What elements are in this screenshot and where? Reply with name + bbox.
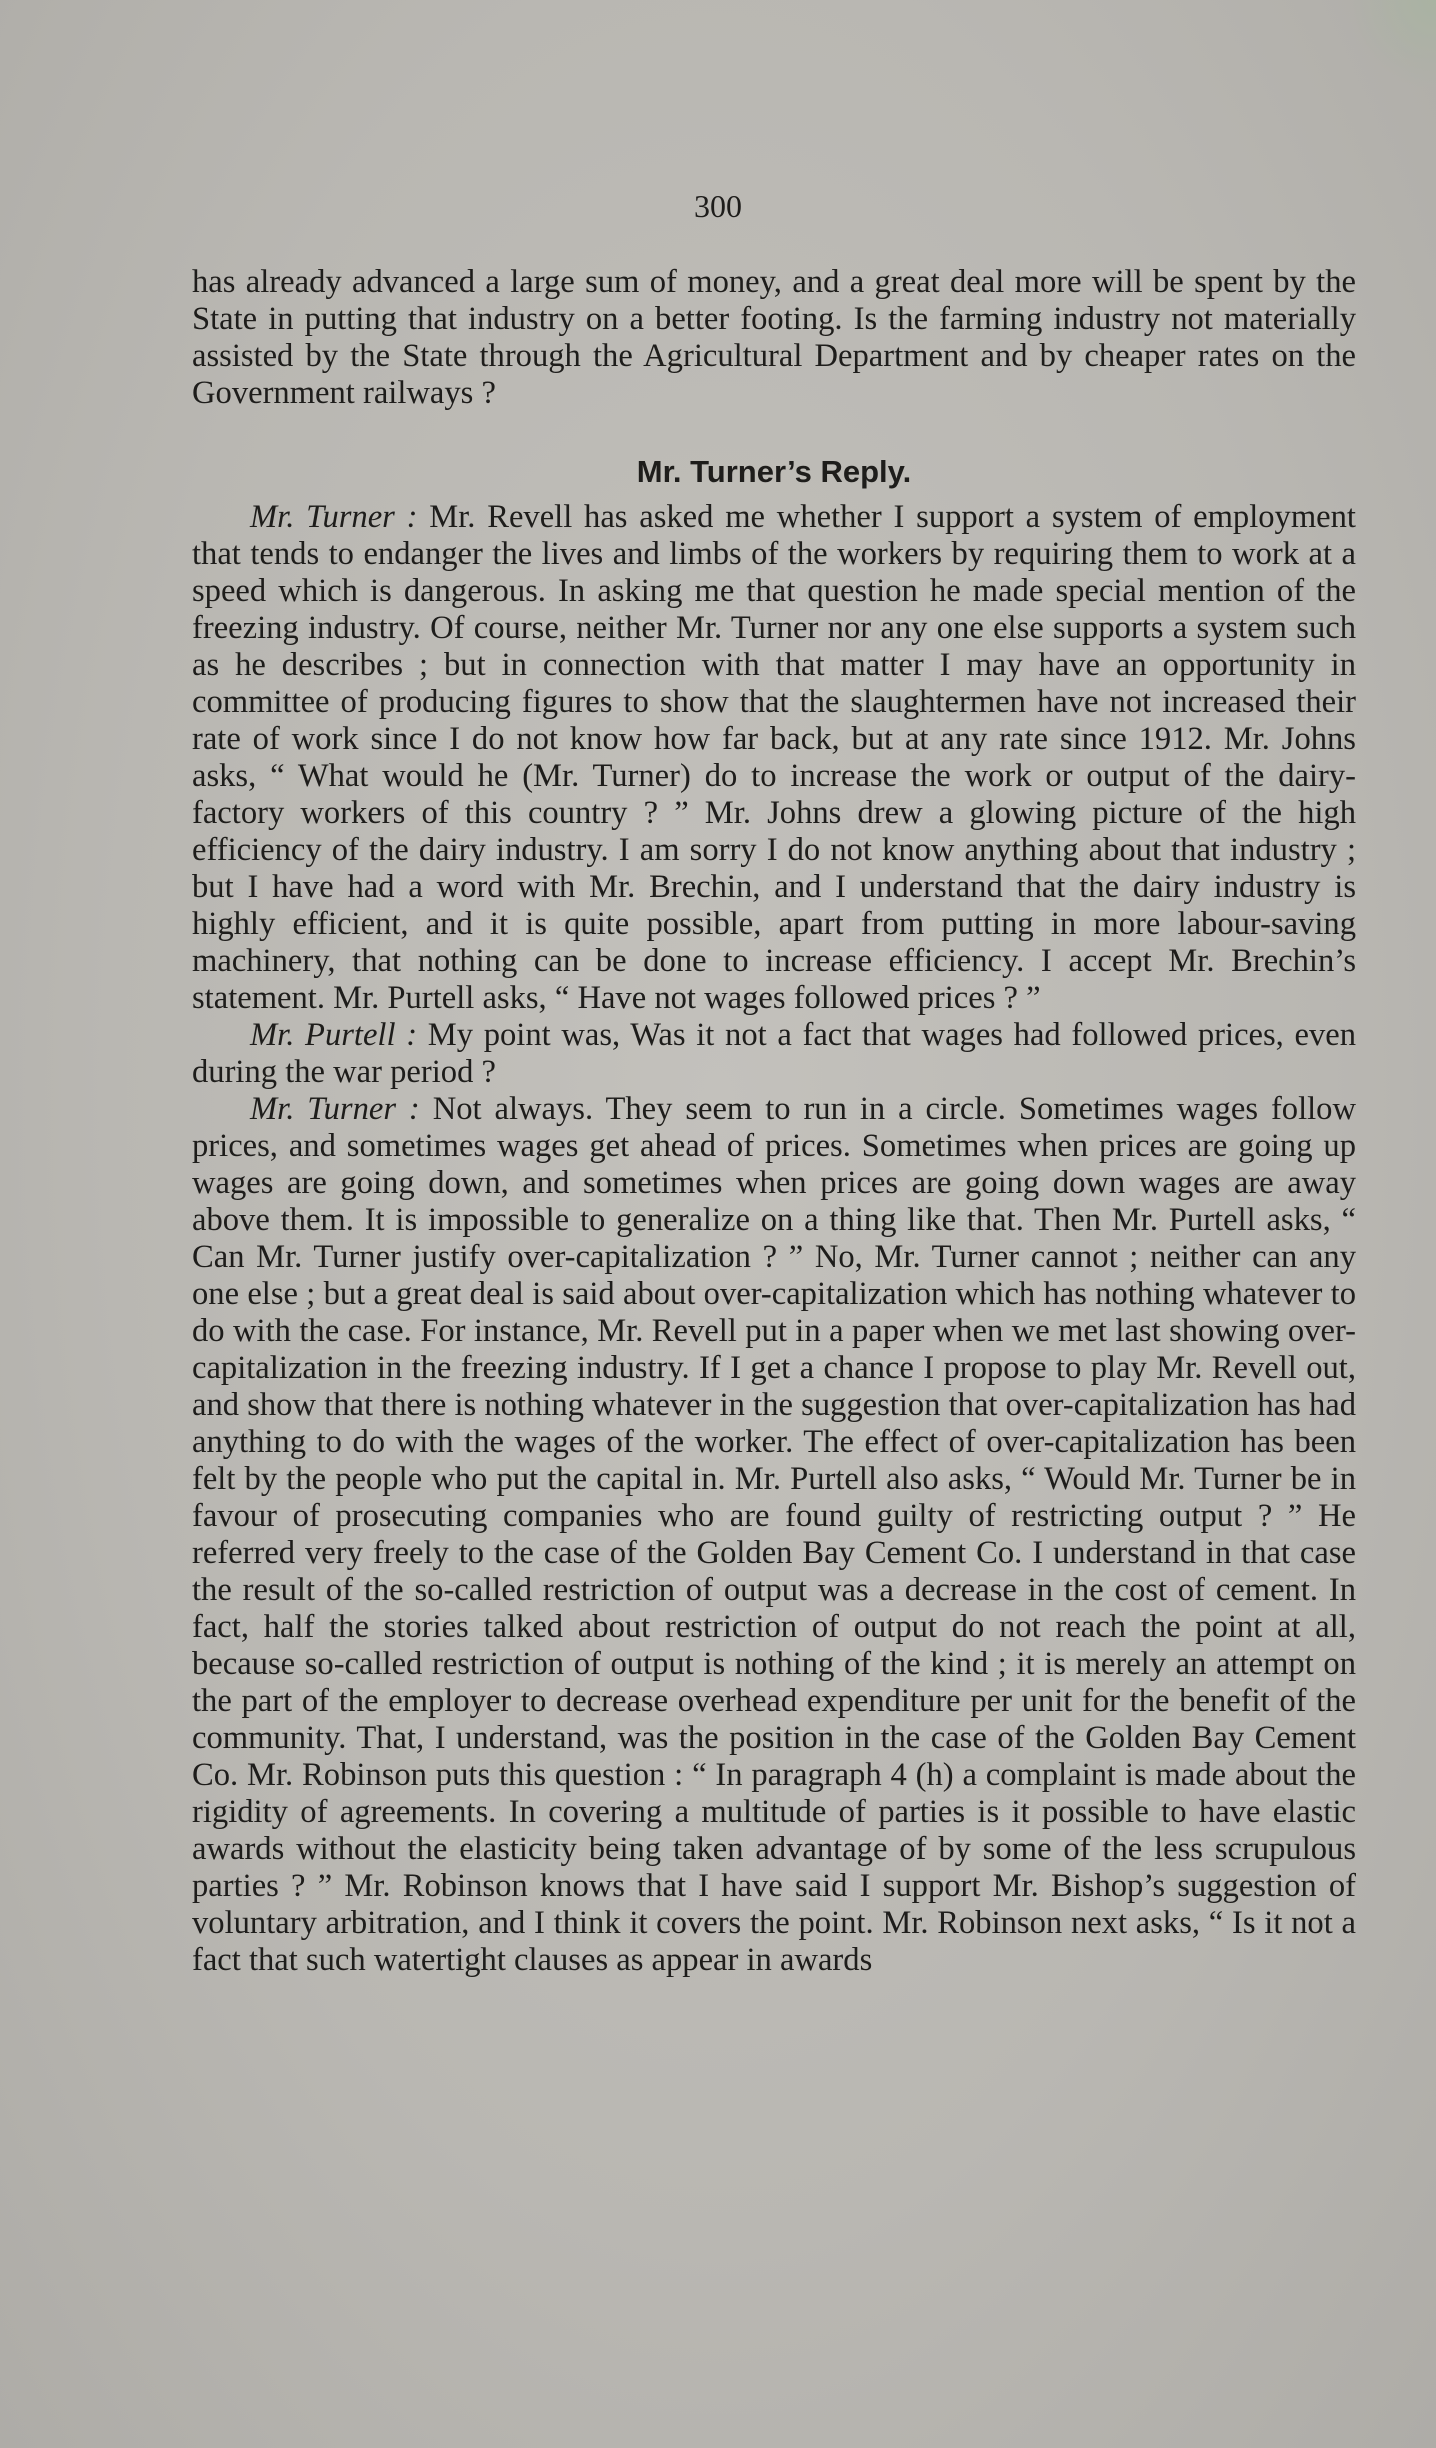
dialogue-paragraph [192, 499, 1356, 1017]
speaker-name: Mr. Turner : [250, 499, 418, 535]
section-heading: Mr. Turner’s Reply. [636, 454, 912, 489]
speech-text: Not always. They seem to run in a circle. Sometimes wages follow prices, and sometimes wages get ahead of prices. Sometimes when prices are going up wages are going down, and sometimes when prices are going down wages are away above them. It is impossible to generalize on a thing like that. Then Mr. Purtell asks, “ Can Mr. Turner justify over-capitalization ? ” No, Mr. Turner cannot ; neither can any one else ; but a great deal is said about over-capitalization which has nothing whatever to do with the case. For instance, Mr. Revell put in a paper when we met last showing over-capitalization in the freezing industry. If I get a chance I propose to play Mr. Revell out, and show that there is nothing whatever in the suggestion that over-capitalization has had anything to do with the wages of the worker. The effect of over-capitalization has been felt by the people who put the capital in. Mr. Purtell also asks, “ Would Mr. Turner be in favour of prosecuting companies who are found guilty of restricting output ? ” He referred very freely to the case of the Golden Bay Cement Co. I understand in that case the result of the so-called restriction of output was a decrease in the cost of cement. In fact, half the stories talked about restriction of output do not reach the point at all, because so-called restriction of output is nothing of the kind ; it is merely an attempt on the part of the employer to decrease overhead expenditure per unit for the benefit of the community. That, I understand, was the position in the case of the Golden Bay Cement Co. Mr. Robinson puts this question : “ In paragraph 4 (h) a complaint is made about the rigidity of agreements. In covering a multitude of parties is it possible to have elastic awards without the elasticity being taken advantage of by some of the less scrupulous parties ? ” Mr. Robinson knows that I have said I support Mr. Bishop’s suggestion of voluntary arbitration, and I think it covers the point. Mr. Robinson next asks, “ Is it not a fact that such watertight clauses as appear in awards [192, 1091, 1356, 1978]
body-paragraph: has already advanced a large sum of money, and a great deal more will be spent by the State in putting that industry on a better footing. Is the farming industry not materially assisted by the State through the Agricultural Department and by cheaper rates on the Government railways ? [192, 264, 1356, 411]
speech-text: My point was, Was it not a fact that wages had followed prices, even during the war period ? [192, 1017, 1356, 1090]
speaker-name: Mr. Purtell : [250, 1017, 418, 1053]
dialogue-paragraph [192, 1091, 1356, 1979]
speaker-name: Mr. Turner : [250, 1091, 420, 1127]
document-body [192, 264, 1356, 1979]
page-number: 300 [694, 188, 742, 224]
dialogue-paragraph [192, 1017, 1356, 1091]
speech-text: Mr. Revell has asked me whether I support a system of employment that tends to endanger the lives and limbs of the workers by requiring them to work at a speed which is dangerous. In asking me that question he made special mention of the freezing industry. Of course, neither Mr. Turner nor any one else supports a system such as he describes ; but in connection with that matter I may have an opportunity in committee of producing figures to show that the slaughtermen have not increased their rate of work since I do not know how far back, but at any rate since 1912. Mr. Johns asks, “ What would he (Mr. Turner) do to increase the work or output of the dairy-factory workers of this country ? ” Mr. Johns drew a glowing picture of the high efficiency of the dairy industry. I am sorry I do not know anything about that industry ; but I have had a word with Mr. Brechin, and I understand that the dairy industry is highly efficient, and it is quite possible, apart from putting in more labour-saving machinery, that nothing can be done to increase efficiency. I accept Mr. Brechin’s statement. Mr. Purtell asks, “ Have not wages followed prices ? ” [192, 499, 1356, 1016]
paper-stain [1346, 0, 1436, 90]
